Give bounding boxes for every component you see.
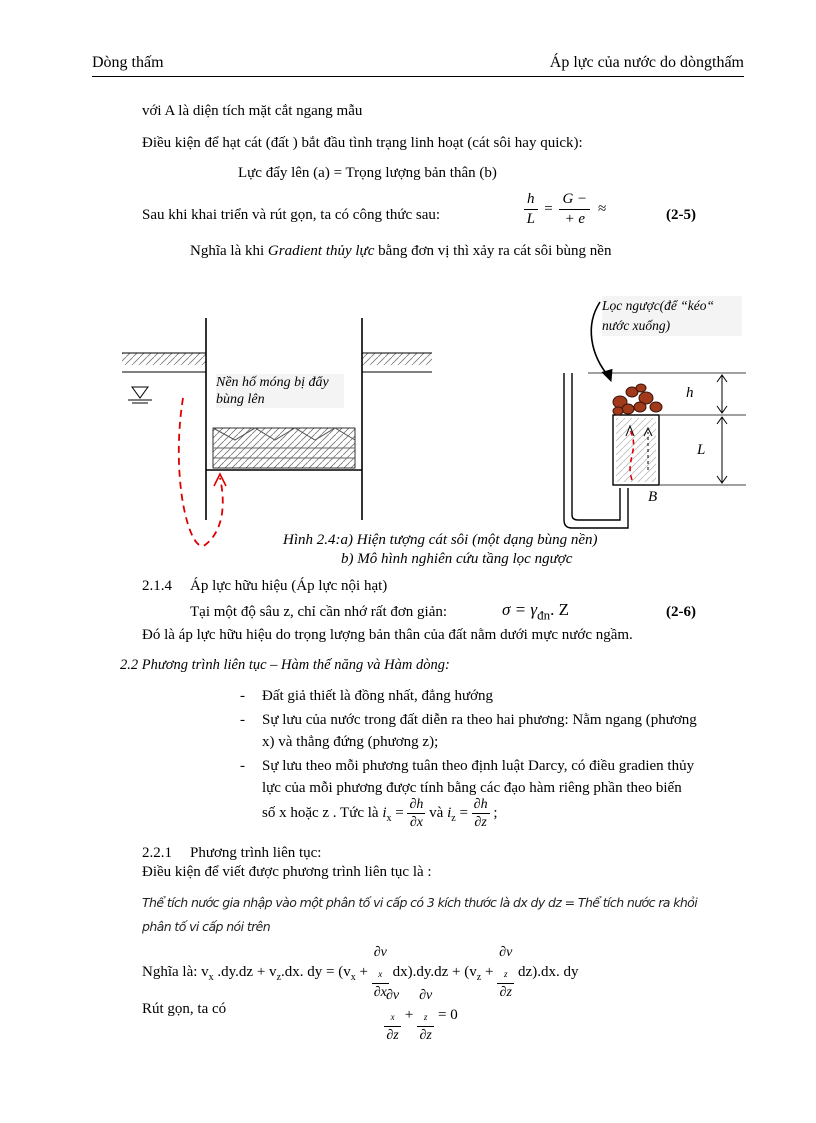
gravel-filter xyxy=(613,384,662,415)
header-left: Dòng thấm xyxy=(92,54,164,71)
label-B: B xyxy=(648,489,658,505)
bullet-dash: - xyxy=(240,712,245,728)
arrow-up-icon xyxy=(214,474,226,486)
ground-hatch xyxy=(122,353,206,365)
water-level-icon xyxy=(132,387,148,398)
bullet-dash: - xyxy=(240,688,245,704)
equation-number: (2-6) xyxy=(666,604,696,620)
handwritten-note: Thể tích nước gia nhập vào một phân tố vi cấp có 3 kích thước là dx dy dz = Thể tích nước ra khỏi xyxy=(142,895,698,910)
header-right: Áp lực của nước do dòngthấm xyxy=(549,54,744,71)
text-line: Điều kiện để hạt cát (đất ) bắt đầu tình trạng linh hoạt (cát sôi hay quick): xyxy=(142,135,583,151)
bullet-text: Sự lưu của nước trong đất diễn ra theo hai phương: Nằm ngang (phương xyxy=(262,712,697,728)
seepage-path xyxy=(179,398,223,546)
ground-hatch xyxy=(362,353,432,365)
bullet-dash: - xyxy=(240,758,245,774)
section-title: Áp lực hữu hiệu (Áp lực nội hạt) xyxy=(190,578,388,594)
fraction-h-over-L: $\frac{h}{L}$ xyxy=(524,190,538,229)
figure-caption: Hình 2.4:a) Hiện tượng cát sôi (một dạng bùng nền) xyxy=(283,532,598,548)
equation-2-5: $\frac{h}{L}$ = $\frac{G -}{+ e}$ ≈ xyxy=(524,190,606,229)
handwritten-note: phân tố vi cấp nói trên xyxy=(142,919,271,934)
dimension-L: L xyxy=(697,442,706,458)
dimension-h: h xyxy=(686,385,694,401)
figure-label-filter: Lọc ngược(để “kéo“ nước xuống) xyxy=(602,296,742,336)
bullet-text: lực của mỗi phương được tính bằng các đạo hàm riêng phần theo biến xyxy=(262,780,682,796)
bullet-text: Sự lưu theo mỗi phương tuân theo định luật Darcy, có điều gradien thủy xyxy=(262,758,695,774)
text-line: Điều kiện để viết được phương trình liên tục là : xyxy=(142,864,432,880)
section-number: 2.1.4 xyxy=(142,578,172,594)
text-line: Đó là áp lực hữu hiệu do trọng lượng bản thân của đất nằm dưới mực nước ngầm. xyxy=(142,627,633,643)
section-number: 2.2.1 xyxy=(142,845,172,861)
figure-2-4 xyxy=(0,0,816,560)
equation-2-6: $\sigma = \gamma_{đn}$. Z xyxy=(502,600,569,623)
text-line: Nghĩa là khi Gradient thủy lực bằng đơn vị thì xảy ra cát sôi bùng nền xyxy=(190,243,612,259)
bullet-text: số x hoặc z . Tức là $i_x$ = $\frac{\partial h}{\partial x}$ và $i_z$ = $\frac{\partial h}{\partial z}$ ; xyxy=(262,797,498,830)
equation-number: (2-5) xyxy=(666,207,696,223)
bullet-text: x) và thẳng đứng (phương z); xyxy=(262,734,439,750)
bullet-text: Đất giả thiết là đồng nhất, đẳng hướng xyxy=(262,688,494,704)
fraction-G: $\frac{G -}{+ e}$ xyxy=(559,190,590,229)
text-line: Lực đẩy lên (a) = Trọng lượng bản thân (b) xyxy=(238,165,497,181)
text-line: với A là diện tích mặt cắt ngang mẫu xyxy=(142,103,363,119)
text-line: Sau khi khai triển và rút gọn, ta có công thức sau: xyxy=(142,207,441,223)
text-line: Rút gọn, ta có xyxy=(142,1001,227,1017)
section-title: Phương trình liên tục: xyxy=(190,845,322,861)
figure-caption: b) Mô hình nghiên cứu tầng lọc ngược xyxy=(341,551,573,567)
text-line: Tại một độ sâu z, chỉ cần nhớ rất đơn giản: xyxy=(190,604,448,620)
continuity-equation: Nghĩa là: $v_x$ $.dy.dz + v_z.dx$. dy = ($v_x$ + ∂v $_x$ ∂x $dx).dy.dz + (v_z$ + ∂v $_z$ ∂z dz).dx. dy xyxy=(142,945,579,1000)
section-heading: 2.2 Phương trình liên tục – Hàm thế năng và Hàm dòng: xyxy=(120,657,450,673)
figure-label-a: Nền hố móng bị đẩy bùng lên xyxy=(216,374,344,408)
continuity-final: ∂v $_x$ ∂z + ∂v $_z$ ∂z = 0 xyxy=(386,988,458,1043)
